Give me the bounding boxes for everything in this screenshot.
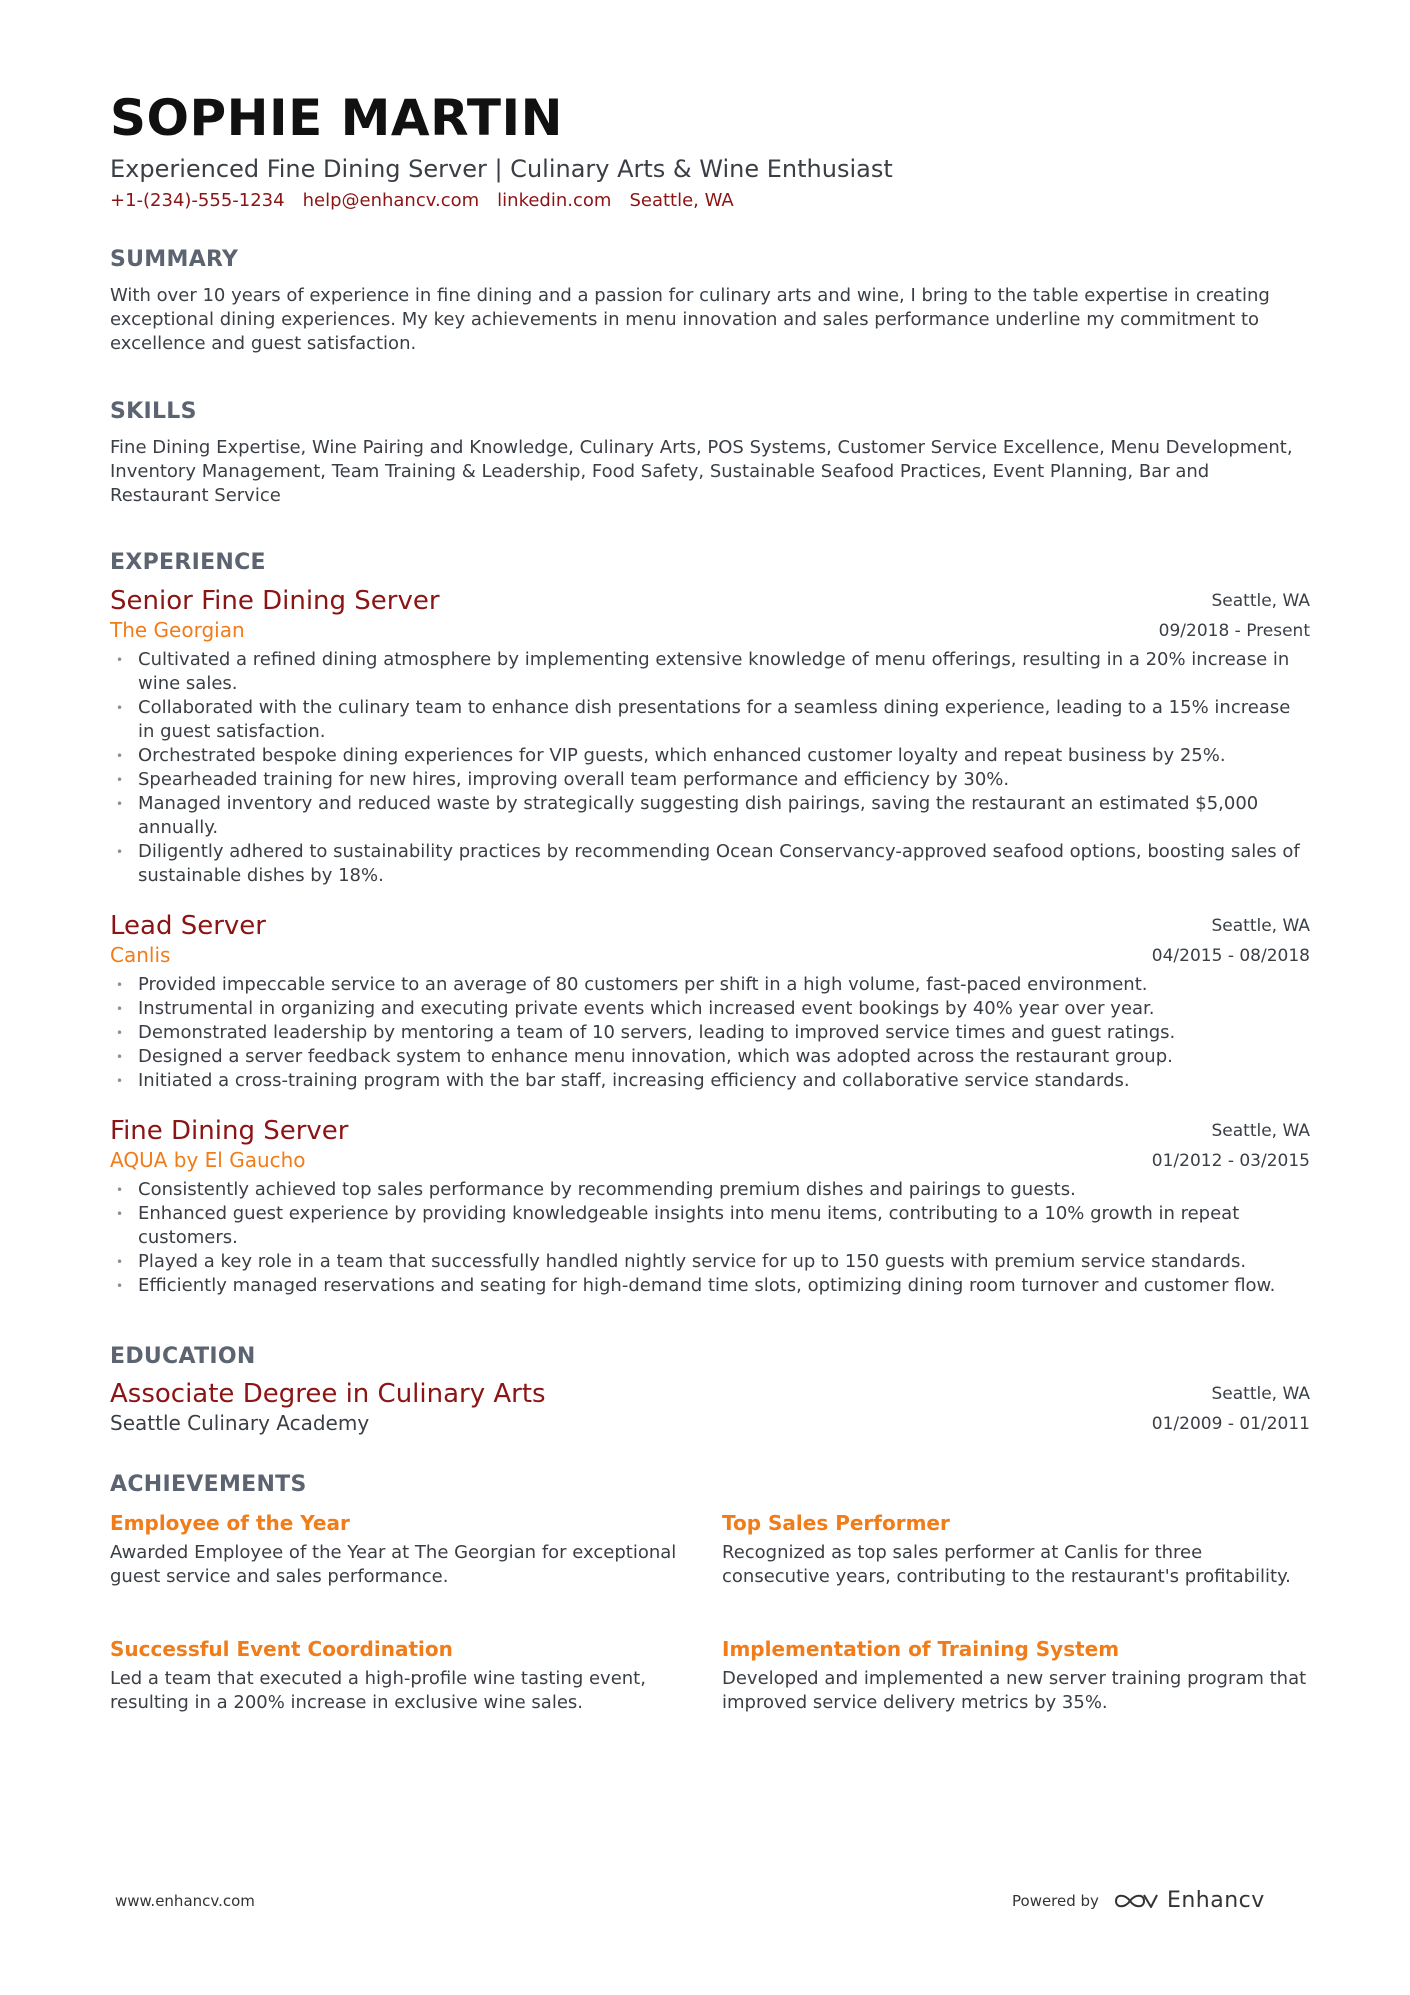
job-bullets xyxy=(110,648,1310,888)
skill-item: , Menu Development xyxy=(1099,437,1287,458)
job-title: Fine Dining Server xyxy=(110,1116,349,1146)
education-entry xyxy=(110,1379,1310,1437)
bullet-item: • Cultivated a refined dining atmosphere by implementing extensive knowledge of menu offerings, resulting in a 20% increase in wine sales. xyxy=(110,648,1310,696)
skill-item: , Food Safety xyxy=(580,461,698,482)
achievement-title: Top Sales Performer xyxy=(722,1511,950,1535)
bullet-item: • Played a key role in a team that successfully handled nightly service for up to 150 guests with premium service standards. xyxy=(110,1250,1310,1274)
job-company: Canlis xyxy=(110,943,171,967)
achievement-item xyxy=(722,1509,1312,1589)
enhancv-logo-icon xyxy=(1113,1889,1159,1913)
job-company: AQUA by El Gaucho xyxy=(110,1148,306,1172)
bullet-item: • Designed a server feedback system to enhance menu innovation, which was adopted across the restaurant group. xyxy=(110,1045,1310,1069)
job-title: Lead Server xyxy=(110,911,266,941)
enhancv-brand[interactable] xyxy=(1113,1888,1265,1913)
skill-item: , Customer Service Excellence xyxy=(826,437,1099,458)
brand-name: Enhancv xyxy=(1166,1888,1265,1913)
achievements-heading: ACHIEVEMENTS xyxy=(110,1472,307,1497)
achievement-title: Implementation of Training System xyxy=(722,1637,1120,1661)
bullet-item: • Managed inventory and reduced waste by strategically suggesting dish pairings, saving the restaurant an estimated $5,000 annually. xyxy=(110,792,1310,840)
achievement-text: Developed and implemented a new server training program that improved service delivery metrics by 35%. xyxy=(722,1668,1307,1713)
achievement-item xyxy=(110,1509,700,1589)
job-meta xyxy=(1152,1116,1310,1176)
skills-list xyxy=(110,436,1310,508)
experience-entry xyxy=(110,586,1310,888)
skill-item: , Event Planning xyxy=(981,461,1127,482)
candidate-tagline: Experienced Fine Dining Server | Culinary Arts & Wine Enthusiast xyxy=(110,155,893,183)
contact-phone[interactable]: +1-(234)-555-1234 xyxy=(110,190,285,211)
bullet-item: • Demonstrated leadership by mentoring a team of 10 servers, leading to improved service times and guest ratings. xyxy=(110,1021,1310,1045)
job-title: Senior Fine Dining Server xyxy=(110,586,440,616)
footer-website-link[interactable]: www.enhancv.com xyxy=(115,1892,255,1910)
job-company: The Georgian xyxy=(110,618,245,642)
summary-heading: SUMMARY xyxy=(110,247,239,272)
job-meta xyxy=(1159,586,1310,646)
achievement-title: Employee of the Year xyxy=(110,1511,350,1535)
skill-item: Fine Dining Expertise xyxy=(110,437,301,458)
skills-heading: SKILLS xyxy=(110,399,197,424)
achievement-title: Successful Event Coordination xyxy=(110,1637,453,1661)
skill-item: , Wine Pairing and Knowledge xyxy=(301,437,569,458)
footer-powered-by xyxy=(1012,1888,1265,1913)
bullet-item: • Enhanced guest experience by providing knowledgeable insights into menu items, contributing to a 10% growth in repeat customers. xyxy=(110,1202,1310,1250)
job-bullets xyxy=(110,973,1310,1093)
powered-by-label: Powered by xyxy=(1012,1891,1099,1910)
candidate-name: SOPHIE MARTIN xyxy=(110,89,563,147)
job-dates: 09/2018 - Present xyxy=(1158,621,1310,641)
education-dates: 01/2009 - 01/2011 xyxy=(1151,1414,1310,1434)
skill-item: , Inventory Management xyxy=(110,437,1293,482)
bullet-item: • Diligently adhered to sustainability practices by recommending Ocean Conservancy-approved seafood options, boosting sales of sustainable dishes by 18%. xyxy=(110,840,1310,888)
achievement-text: Recognized as top sales performer at Canlis for three consecutive years, contributing to the restaurant's profitability. xyxy=(722,1542,1291,1587)
education-degree: Associate Degree in Culinary Arts xyxy=(110,1379,546,1409)
job-dates: 04/2015 - 08/2018 xyxy=(1151,946,1310,966)
experience-entry xyxy=(110,1116,1310,1298)
bullet-item: • Initiated a cross-training program with the bar staff, increasing efficiency and collaborative service standards. xyxy=(110,1069,1310,1093)
education-school: Seattle Culinary Academy xyxy=(110,1411,370,1435)
contact-location: Seattle, WA xyxy=(629,190,734,211)
bullet-item: • Spearheaded training for new hires, improving overall team performance and efficiency by 30%. xyxy=(110,768,1310,792)
achievement-item xyxy=(722,1635,1312,1715)
bullet-item: • Instrumental in organizing and executing private events which increased event bookings by 40% year over year. xyxy=(110,997,1310,1021)
bullet-item: • Consistently achieved top sales performance by recommending premium dishes and pairings to guests. xyxy=(110,1178,1310,1202)
achievement-text: Awarded Employee of the Year at The Georgian for exceptional guest service and sales performance. xyxy=(110,1542,677,1587)
skill-item: , POS Systems xyxy=(696,437,826,458)
education-meta xyxy=(1152,1379,1310,1439)
contact-linkedin[interactable]: linkedin.com xyxy=(497,190,612,211)
job-location: Seattle, WA xyxy=(1211,1121,1310,1141)
skill-item: , Sustainable Seafood Practices xyxy=(698,461,981,482)
skill-item: , Culinary Arts xyxy=(568,437,696,458)
job-bullets xyxy=(110,1178,1310,1298)
job-dates: 01/2012 - 03/2015 xyxy=(1151,1151,1310,1171)
education-location: Seattle, WA xyxy=(1211,1384,1310,1404)
education-heading: EDUCATION xyxy=(110,1344,256,1369)
bullet-item: • Provided impeccable service to an average of 80 customers per shift in a high volume, fast-paced environment. xyxy=(110,973,1310,997)
summary-text: With over 10 years of experience in fine dining and a passion for culinary arts and wine, I bring to the table expertise in creating exceptional dining experiences. My key achievements in menu innovation and sales performance underline my commitment to excellence and guest satisfaction. xyxy=(110,285,1270,354)
contact-email[interactable]: help@enhancv.com xyxy=(302,190,480,211)
contact-info xyxy=(110,190,734,211)
bullet-item: • Orchestrated bespoke dining experiences for VIP guests, which enhanced customer loyalty and repeat business by 25%. xyxy=(110,744,1310,768)
bullet-item: • Collaborated with the culinary team to enhance dish presentations for a seamless dining experience, leading to a 15% increase in guest satisfaction. xyxy=(110,696,1310,744)
skill-item: , Team Training & Leadership xyxy=(320,461,580,482)
job-location: Seattle, WA xyxy=(1211,591,1310,611)
achievement-text: Led a team that executed a high-profile wine tasting event, resulting in a 200% increase in exclusive wine sales. xyxy=(110,1668,646,1713)
job-meta xyxy=(1152,911,1310,971)
experience-entry xyxy=(110,911,1310,1093)
achievement-item xyxy=(110,1635,700,1715)
skill-item: , Bar and Restaurant Service xyxy=(110,461,1209,506)
job-location: Seattle, WA xyxy=(1211,916,1310,936)
bullet-item: • Efficiently managed reservations and seating for high-demand time slots, optimizing dining room turnover and customer flow. xyxy=(110,1274,1310,1298)
experience-heading: EXPERIENCE xyxy=(110,550,266,575)
